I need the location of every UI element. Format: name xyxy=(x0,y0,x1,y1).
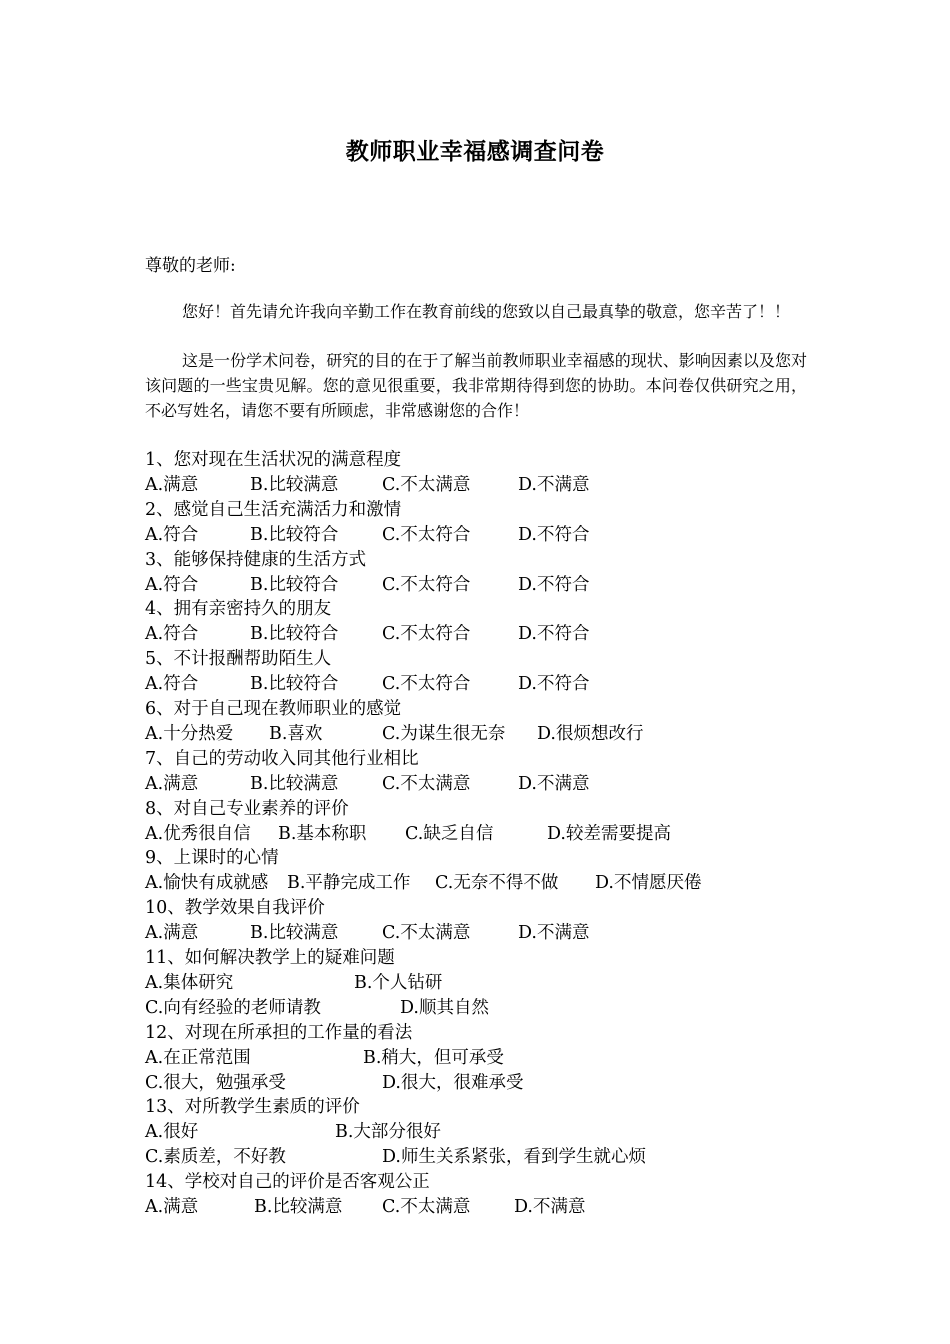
options-row xyxy=(145,1120,825,1144)
page-title: 教师职业幸福感调查问卷 xyxy=(345,139,605,165)
option-c: C.向有经验的老师请教 xyxy=(145,997,321,1018)
options-row xyxy=(145,772,825,796)
option-b: B.大部分很好 xyxy=(335,1122,441,1143)
option-b: B.比较符合 xyxy=(250,624,339,645)
option-b: B.比较符合 xyxy=(250,574,339,595)
options-row xyxy=(145,1046,825,1070)
option-b: B.比较符合 xyxy=(250,524,339,545)
option-a: A.符合 xyxy=(145,674,199,695)
option-d: D.顺其自然 xyxy=(400,997,489,1018)
options-row xyxy=(145,871,825,895)
option-a: A.集体研究 xyxy=(145,972,234,993)
options-row xyxy=(145,996,825,1020)
question-text: 3、能够保持健康的生活方式 xyxy=(145,549,367,570)
option-c: C.很大，勉强承受 xyxy=(145,1072,286,1093)
question-text: 1、您对现在生活状况的满意程度 xyxy=(145,450,402,470)
question-text: 8、对自己专业素养的评价 xyxy=(145,798,349,819)
greeting: 尊敬的老师: xyxy=(145,256,236,276)
option-d: D.不满意 xyxy=(518,474,590,495)
option-b: B.稍大，但可承受 xyxy=(363,1047,504,1068)
options-row xyxy=(145,672,825,696)
option-c: C.不太符合 xyxy=(382,574,471,595)
option-d: D.不符合 xyxy=(518,574,590,595)
question-text: 4、拥有亲密持久的朋友 xyxy=(145,599,332,620)
option-a: A.符合 xyxy=(145,574,199,595)
options-row xyxy=(145,1195,825,1219)
option-c: C.为谋生很无奈 xyxy=(382,723,506,744)
option-c: C.不太满意 xyxy=(382,1197,471,1217)
option-d: D.不满意 xyxy=(518,773,590,794)
option-d: D.很大，很难承受 xyxy=(382,1072,524,1093)
option-b: B.比较满意 xyxy=(250,474,339,495)
option-c: C.不太符合 xyxy=(382,674,471,695)
question-text: 10、教学效果自我评价 xyxy=(145,898,325,919)
question-text: 9、上课时的心情 xyxy=(145,848,279,869)
question-text: 12、对现在所承担的工作量的看法 xyxy=(145,1022,413,1043)
option-d: D.不满意 xyxy=(518,923,590,944)
option-b: B.个人钻研 xyxy=(354,972,443,993)
option-d: D.师生关系紧张，看到学生就心烦 xyxy=(382,1147,646,1168)
option-a: A.满意 xyxy=(145,773,199,794)
option-c: C.素质差，不好教 xyxy=(145,1147,286,1168)
options-row xyxy=(145,921,825,945)
option-d: D.不情愿厌倦 xyxy=(595,873,702,894)
options-row xyxy=(145,622,825,646)
option-c: C.不太符合 xyxy=(382,624,471,645)
option-b: B.比较满意 xyxy=(250,773,339,794)
question-text: 11、如何解决教学上的疑难问题 xyxy=(145,948,395,968)
options-row xyxy=(145,971,825,995)
intro-paragraph-2: 这是一份学术问卷，研究的目的在于了解当前教师职业幸福感的现状、影响因素以及您对该问题的一些宝贵见解。您的意见很重要，我非常期待得到您的协助。本问卷仅供研究之用，不必写姓名，请您不要有所顾虑，非常感谢您的合作！ xyxy=(145,351,807,420)
option-a: A.符合 xyxy=(145,524,199,545)
options-row xyxy=(145,1071,825,1095)
options-row xyxy=(145,722,825,746)
option-b: B.平静完成工作 xyxy=(287,873,411,894)
option-d: D.不满意 xyxy=(514,1197,586,1217)
question-text: 13、对所教学生素质的评价 xyxy=(145,1097,360,1118)
option-a: A.满意 xyxy=(145,474,199,495)
options-row xyxy=(145,573,825,597)
option-d: D.不符合 xyxy=(518,624,590,645)
option-b: B.喜欢 xyxy=(269,723,323,744)
option-c: C.不太满意 xyxy=(382,474,471,495)
option-c: C.不太符合 xyxy=(382,524,471,545)
option-c: C.无奈不得不做 xyxy=(435,873,559,894)
options-row xyxy=(145,473,825,497)
question-text: 5、不计报酬帮助陌生人 xyxy=(145,649,332,670)
option-a: A.符合 xyxy=(145,624,199,645)
option-b: B.比较满意 xyxy=(254,1197,343,1217)
option-b: B.基本称职 xyxy=(278,823,367,844)
option-d: D.不符合 xyxy=(518,674,590,695)
question-text: 6、对于自己现在教师职业的感觉 xyxy=(145,699,402,719)
option-a: A.十分热爱 xyxy=(145,723,234,744)
question-text: 14、学校对自己的评价是否客观公正 xyxy=(145,1172,430,1193)
option-a: A.愉快有成就感 xyxy=(145,873,269,894)
option-a: A.满意 xyxy=(145,923,199,944)
option-d: D.较差需要提高 xyxy=(547,823,671,844)
option-b: B.比较符合 xyxy=(250,674,339,695)
intro-paragraph-1: 您好！首先请允许我向辛勤工作在教育前线的您致以自己最真挚的敬意，您辛苦了！！ xyxy=(182,302,791,321)
option-b: B.比较满意 xyxy=(250,923,339,944)
options-row xyxy=(145,523,825,547)
question-text: 2、感觉自己生活充满活力和激情 xyxy=(145,499,402,520)
question-text: 7、自己的劳动收入同其他行业相比 xyxy=(145,748,419,769)
option-d: D.很烦想改行 xyxy=(537,723,644,744)
option-c: C.不太满意 xyxy=(382,923,471,944)
option-c: C.缺乏自信 xyxy=(405,823,494,844)
option-d: D.不符合 xyxy=(518,524,590,545)
option-a: A.在正常范围 xyxy=(145,1047,251,1068)
option-a: A.满意 xyxy=(145,1197,199,1217)
option-c: C.不太满意 xyxy=(382,773,471,794)
options-row xyxy=(145,822,825,846)
option-a: A.很好 xyxy=(145,1122,199,1143)
options-row xyxy=(145,1145,825,1169)
option-a: A.优秀很自信 xyxy=(145,823,251,844)
